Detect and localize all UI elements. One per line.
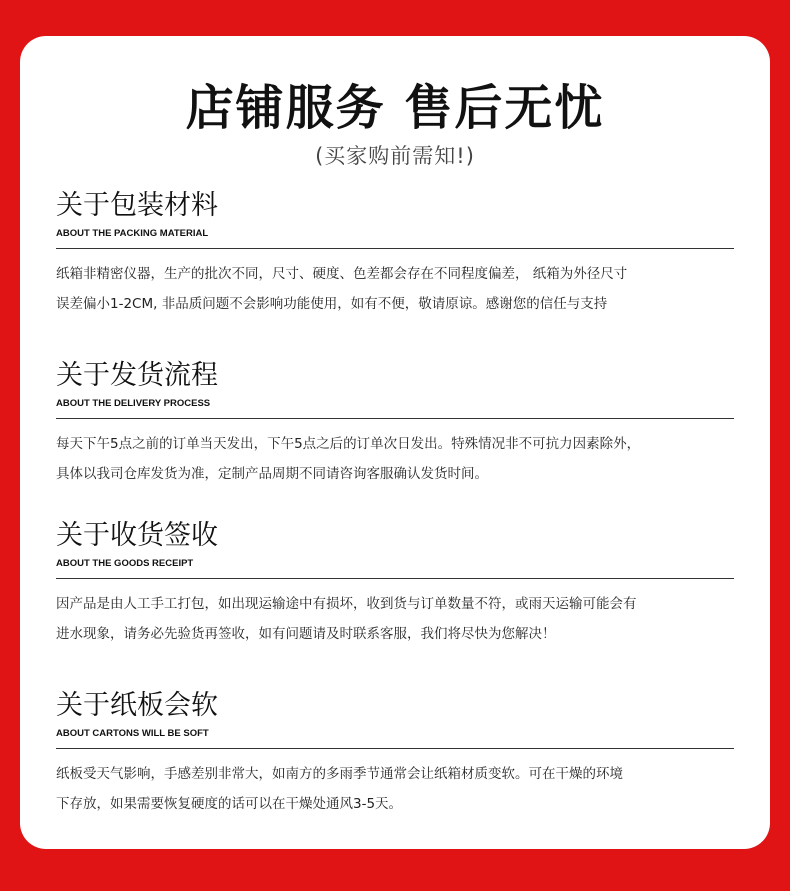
section-subtitle-en: ABOUT THE PACKING MATERIAL: [56, 228, 209, 239]
section-goods-receipt: [56, 522, 734, 649]
page-subtitle: (买家购前需知!): [315, 144, 475, 168]
section-body-line: 进水现象，请务必先验货再签收，如有问题请及时联系客服，我们将尽快为您解决！: [56, 626, 556, 642]
section-body-line: 纸板受天气影响，手感差别非常大，如南方的多雨季节通常会让纸箱材质变软。可在干燥的环境: [56, 766, 623, 782]
section-divider: [56, 578, 734, 579]
section-delivery-process: [56, 362, 734, 489]
section-body-line: 下存放，如果需要恢复硬度的话可以在干燥处通风3-5天。: [56, 796, 403, 812]
section-body: [56, 759, 734, 819]
section-body: [56, 259, 734, 319]
section-title: 关于纸板会软: [56, 690, 218, 721]
section-body-line: 具体以我司仓库发货为准，定制产品周期不同请咨询客服确认发货时间。: [56, 466, 488, 482]
section-body: [56, 429, 734, 489]
section-cartons-soft: [56, 692, 734, 819]
section-body-line: 因产品是由人工手工打包，如出现运输途中有损坏，收到货与订单数量不符，或雨天运输可能会有: [56, 596, 637, 612]
section-body-line: 每天下午5点之前的订单当天发出，下午5点之后的订单次日发出。特殊情况非不可抗力因素除外，: [56, 436, 641, 452]
section-body-line: 误差偏小1-2CM, 非品质问题不会影响功能使用，如有不便，敬请原谅。感谢您的信任与支持: [56, 296, 608, 312]
service-card: [20, 36, 770, 849]
section-title: 关于收货签收: [56, 520, 218, 551]
section-divider: [56, 248, 734, 249]
section-subtitle-en: ABOUT THE DELIVERY PROCESS: [56, 398, 211, 409]
section-divider: [56, 748, 734, 749]
section-body: [56, 589, 734, 649]
section-subtitle-en: ABOUT CARTONS WILL BE SOFT: [56, 728, 209, 739]
section-title: 关于包装材料: [56, 190, 218, 221]
section-divider: [56, 418, 734, 419]
section-packing-material: [56, 192, 734, 319]
section-body-line: 纸箱非精密仪器，生产的批次不同，尺寸、硬度、色差都会存在不同程度偏差， 纸箱为外径尺寸: [56, 266, 628, 282]
section-title: 关于发货流程: [56, 360, 218, 391]
page-title: 店铺服务 售后无忧: [185, 80, 605, 136]
section-subtitle-en: ABOUT THE GOODS RECEIPT: [56, 558, 194, 569]
